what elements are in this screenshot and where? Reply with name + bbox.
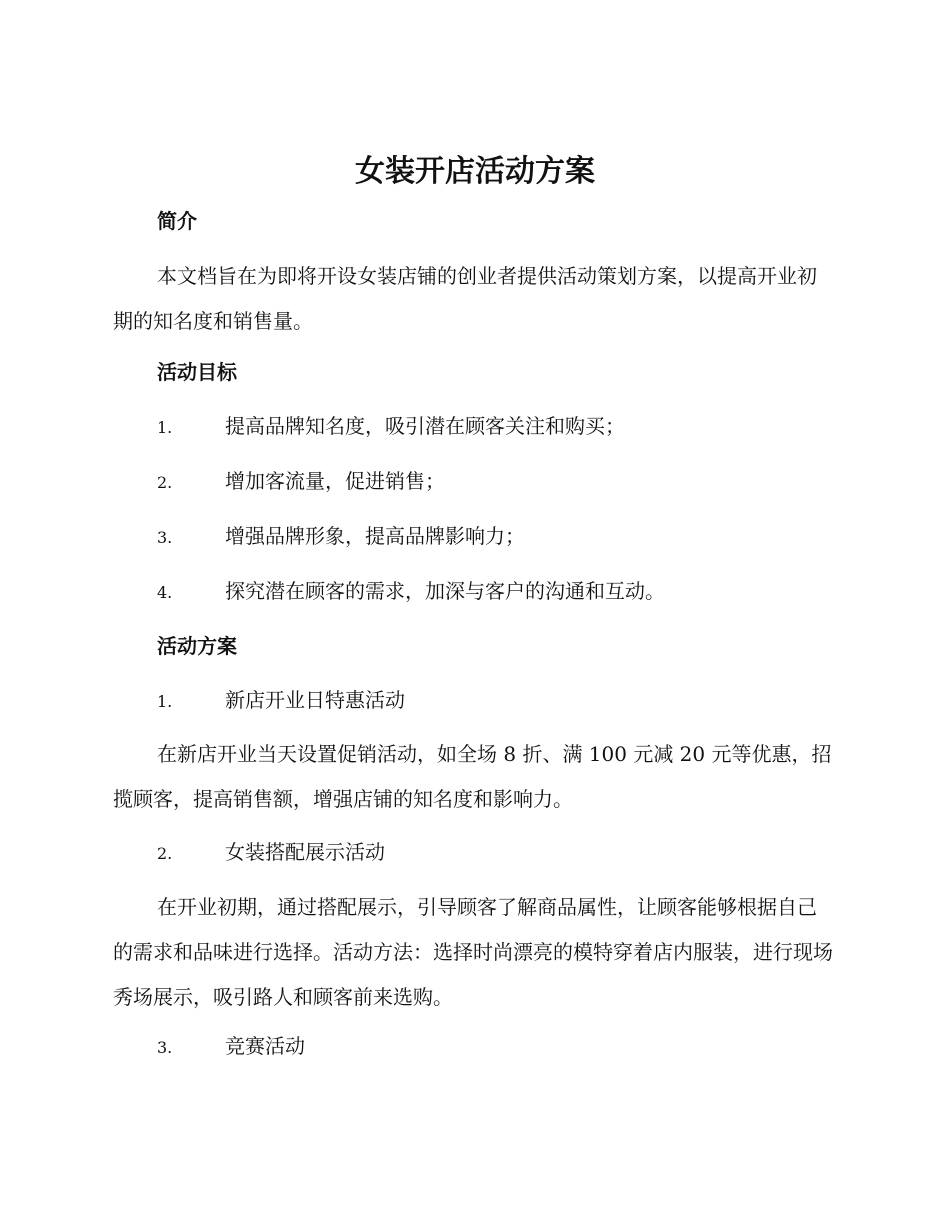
section-heading-goals: 活动目标 [157,360,237,384]
goal-list-item [157,411,837,443]
list-number: 2. [157,473,173,492]
list-text: 提高品牌知名度，吸引潜在顾客关注和购买； [225,414,625,438]
plan-title: 新店开业日特惠活动 [225,688,405,712]
intro-paragraph: 本文档旨在为即将开设女装店铺的创业者提供活动策划方案，以提高开业初期的知名度和销售量。 [113,264,817,333]
section-heading-intro: 简介 [157,209,197,233]
list-number: 2. [157,844,173,863]
list-number: 3. [157,1038,173,1057]
list-number: 4. [157,583,173,602]
plan-list-item [157,837,837,869]
plan-paragraph: 在新店开业当天设置促销活动，如全场 8 折、满 100 元减 20 元等优惠，招揽顾客，提高销售额，增强店铺的知名度和影响力。 [113,742,832,811]
goal-list-item [157,576,837,608]
plan-list-item [157,685,837,717]
plan-list-item [157,1031,837,1063]
list-number: 1. [157,418,173,437]
goal-list-item [157,521,837,553]
list-number: 3. [157,528,173,547]
document-title: 女装开店活动方案 [355,154,595,189]
goal-list-item [157,466,837,498]
plan-title: 竞赛活动 [225,1034,305,1058]
plan-paragraph: 在开业初期，通过搭配展示，引导顾客了解商品属性，让顾客能够根据自己的需求和品味进行选择。活动方法：选择时尚漂亮的模特穿着店内服装，进行现场秀场展示，吸引路人和顾客前来选购。 [113,895,833,1009]
list-text: 增加客流量，促进销售； [225,469,445,493]
plan-title: 女装搭配展示活动 [225,840,385,864]
list-text: 增强品牌形象，提高品牌影响力； [225,524,525,548]
list-number: 1. [157,692,173,711]
section-heading-plans: 活动方案 [157,634,237,658]
list-text: 探究潜在顾客的需求，加深与客户的沟通和互动。 [225,579,665,603]
